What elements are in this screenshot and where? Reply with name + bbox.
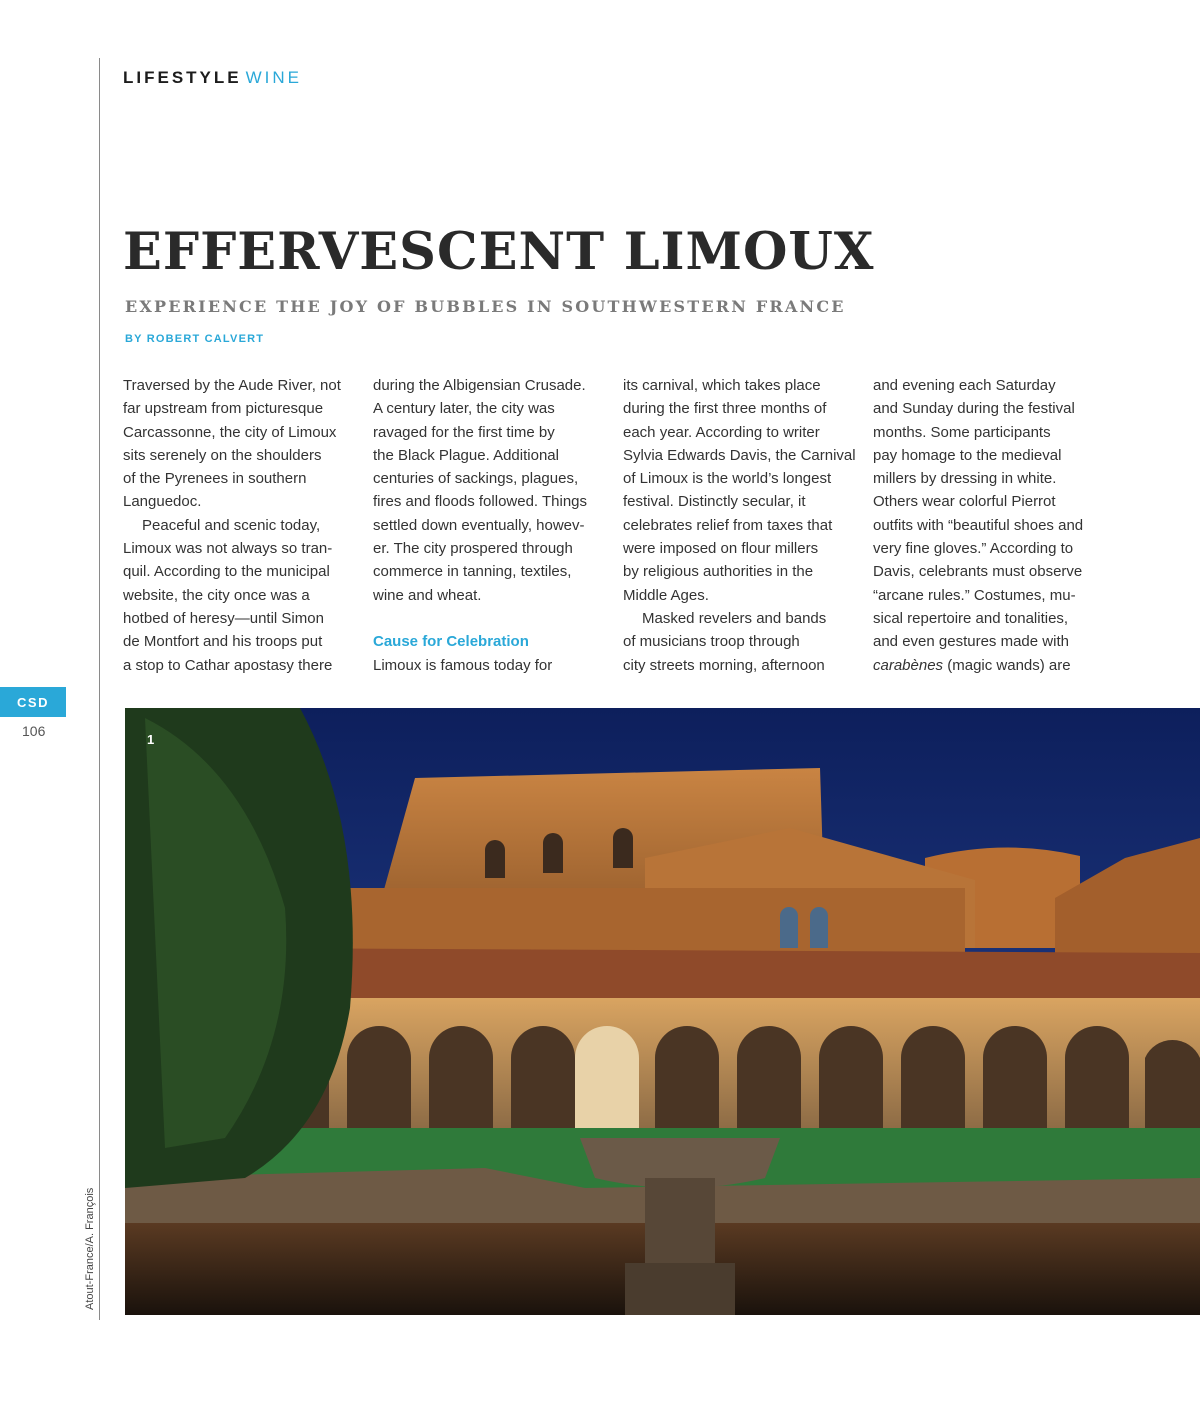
text-line: Languedoc. [123, 493, 202, 511]
section-header [123, 68, 302, 88]
text-line: Traversed by the Aude River, not [123, 377, 341, 394]
text-line: during the first three months of [623, 400, 827, 418]
text-line: and evening each Saturday [873, 377, 1056, 394]
text-line: quil. According to the municipal [123, 563, 330, 581]
text-line: centuries of sackings, plagues, [373, 470, 579, 488]
figure-number: 1 [147, 732, 155, 747]
text-line: of Limoux is the world’s longest [623, 470, 832, 488]
page-number: 106 [22, 723, 46, 739]
text-line: sical repertoire and tonalities, [873, 609, 1069, 627]
text-line: outfits with “beautiful shoes and [873, 516, 1084, 534]
fountain-stem [645, 1178, 715, 1268]
photo-credit-text: Atout-France/A. François [84, 1187, 96, 1310]
text-line: celebrates relief from taxes that [623, 516, 833, 534]
feature-photo [125, 708, 1200, 1315]
text-line: de Montfort and his troops put [123, 633, 323, 651]
photo-credit [84, 1100, 98, 1310]
text-line: sits serenely on the shoulders [123, 446, 322, 464]
text-line: wine and wheat. [373, 586, 482, 604]
text-line: Middle Ages. [623, 586, 709, 604]
text-line: very fine gloves.” According to [873, 540, 1074, 558]
text-line: of the Pyrenees in southern [123, 470, 307, 488]
text-line: its carnival, which takes place [623, 377, 821, 394]
text-line: Peaceful and scenic today, [142, 516, 321, 534]
section-label: LIFESTYLE [123, 68, 242, 87]
text-line: Masked revelers and bands [642, 609, 827, 627]
text-line: far upstream from picturesque [123, 400, 324, 418]
text-line: er. The city prospered through [373, 540, 573, 558]
byline: BY ROBERT CALVERT [125, 333, 265, 345]
italic-term: carabènes [873, 656, 944, 674]
text-line: Limoux is famous today for [373, 656, 553, 674]
body-column-1 [123, 374, 355, 677]
article-title: EFFERVESCENT LIMOUX [123, 222, 875, 282]
abbey-cloister-illustration [125, 708, 1200, 1315]
text-line: fires and floods followed. Things [373, 493, 588, 511]
fountain-base [625, 1263, 735, 1315]
text-line: website, the city once was a [123, 586, 310, 604]
spacer-line [373, 607, 605, 630]
text-line: “arcane rules.” Costumes, mu- [873, 586, 1076, 604]
text-line: by religious authorities in the [623, 563, 814, 581]
text-line: the Black Plague. Additional [373, 446, 559, 464]
text-line: during the Albigensian Crusade. [373, 377, 586, 394]
text-fragment: (magic wands) are [943, 656, 1071, 674]
text-line: each year. According to writer [623, 423, 820, 441]
text-line: and even gestures made with [873, 633, 1069, 651]
text-line [873, 654, 1105, 677]
text-line: months. Some participants [873, 423, 1051, 441]
text-line: festival. Distinctly secular, it [623, 493, 806, 511]
body-column-2 [373, 374, 605, 677]
category-label: WINE [245, 68, 303, 87]
text-line: Davis, celebrants must observe [873, 563, 1083, 581]
text-line: Limoux was not always so tran- [123, 540, 333, 558]
text-line: ravaged for the first time by [373, 423, 555, 441]
text-line: Others wear colorful Pierrot [873, 493, 1056, 511]
text-line: millers by dressing in white. [873, 470, 1057, 488]
article-subtitle: EXPERIENCE THE JOY OF BUBBLES IN SOUTHWESTERN FRANCE [125, 297, 846, 316]
subhead: Cause for Celebration [373, 633, 529, 651]
text-line: commerce in tanning, textiles, [373, 563, 572, 581]
text-line: Sylvia Edwards Davis, the Carnival [623, 446, 856, 464]
text-line: were imposed on flour millers [623, 540, 819, 558]
text-line: and Sunday during the festival [873, 400, 1075, 418]
body-column-3 [623, 374, 855, 677]
page-tab: CSD [0, 687, 66, 717]
cloister-roof [225, 948, 1200, 1003]
side-rule [99, 58, 100, 1320]
text-line: of musicians troop through [623, 633, 800, 651]
text-line: a stop to Cathar apostasy there [123, 656, 333, 674]
text-line: pay homage to the medieval [873, 446, 1062, 464]
body-column-4 [873, 374, 1105, 677]
text-line: Carcassonne, the city of Limoux [123, 423, 337, 441]
text-line: A century later, the city was [373, 400, 555, 418]
text-line: city streets morning, afternoon [623, 656, 825, 674]
text-line: hotbed of heresy—until Simon [123, 609, 324, 627]
text-line: settled down eventually, howev- [373, 516, 585, 534]
